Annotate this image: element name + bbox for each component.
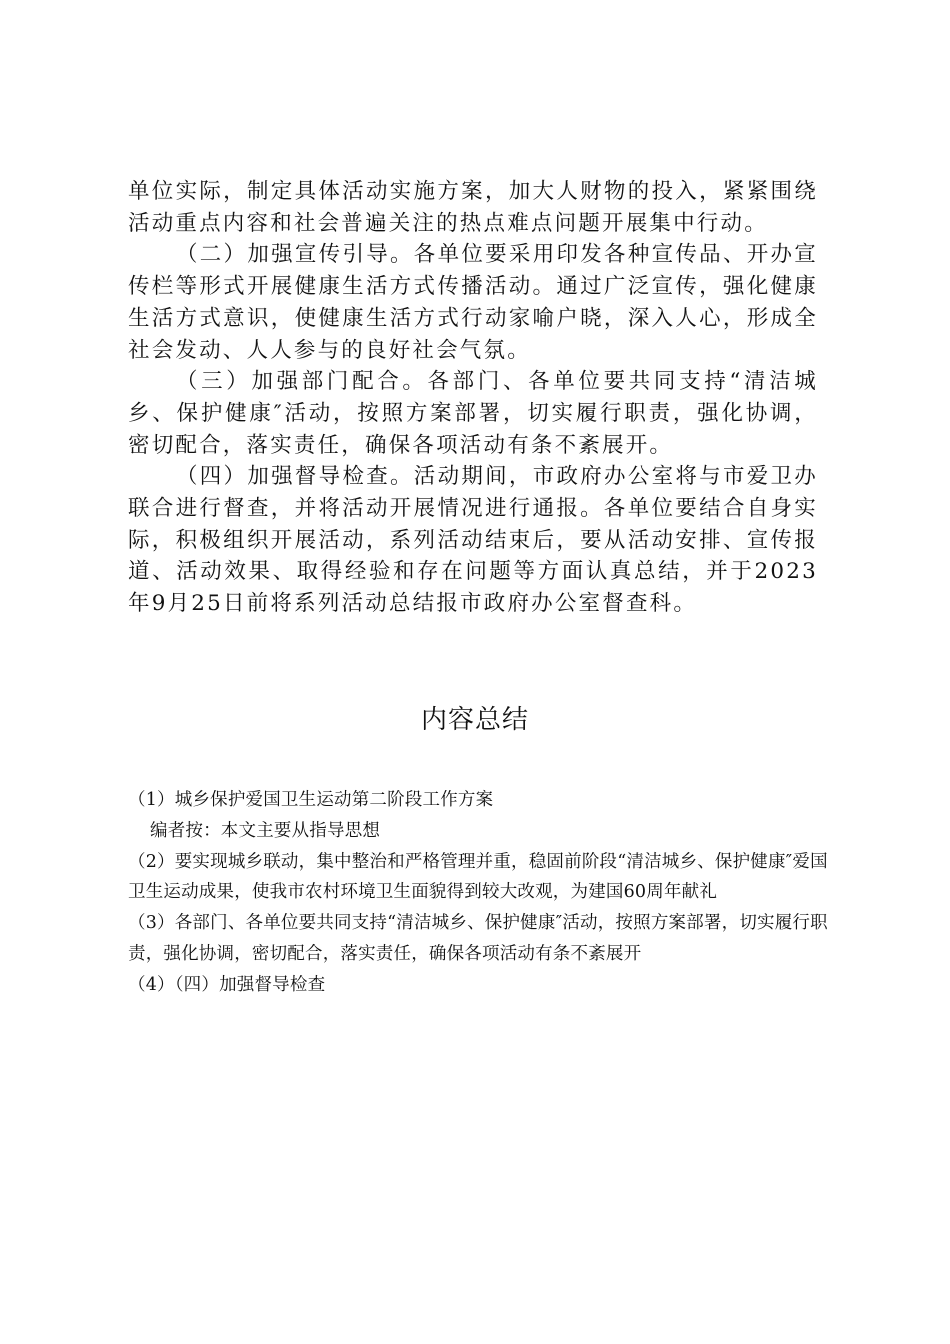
summary-title: 内容总结 [420, 705, 529, 735]
body-paragraph-coordination: （三）加强部门配合。各部门、各单位要共同支持“清洁城乡、保护健康″活动，按照方案部署，切实履行职责，强化协调，密切配合，落实责任，确保各项活动有条不紊展开。 [128, 369, 818, 458]
summary-item: （3）各部门、各单位要共同支持“清洁城乡、保护健康″活动，按照方案部署，切实履行职责，强化协调，密切配合，落实责任，确保各项活动有条不紊展开 [128, 913, 828, 964]
summary-item: 编者按：本文主要从指导思想 [150, 820, 381, 841]
body-paragraph-continued: 单位实际，制定具体活动实施方案，加大人财物的投入，紧紧围绕活动重点内容和社会普遍关注的热点难点问题开展集中行动。 [128, 179, 818, 236]
summary-item: （1）城乡保护爱国卫生运动第二阶段工作方案 [128, 790, 494, 810]
summary-item: （2）要实现城乡联动，集中整治和严格管理并重，稳固前阶段“清洁城乡、保护健康″爱国卫生运动成果，使我市农村环境卫生面貌得到较大改观，为建国60周年献礼 [128, 851, 828, 903]
body-paragraph-publicity: （二）加强宣传引导。各单位要采用印发各种宣传品、开办宣传栏等形式开展健康生活方式传播活动。通过广泛宣传，强化健康生活方式意识，使健康生活方式行动家喻户晓，深入人心，形成全社会发动、人人参与的良好社会气氛。 [128, 242, 818, 363]
summary-list [128, 785, 838, 1001]
summary-item: （4）（四）加强督导检查 [128, 974, 326, 995]
document-body [128, 176, 818, 620]
body-paragraph-supervision: （四）加强督导检查。活动期间，市政府办公室将与市爱卫办联合进行督查，并将活动开展情况进行通报。各单位要结合自身实际，积极组织开展活动，系列活动结束后，要从活动安排、宣传报道、活动效果、取得经验和存在问题等方面认真总结，并于2023年9月25日前将系列活动总结报市政府办公室督查科。 [128, 464, 818, 617]
